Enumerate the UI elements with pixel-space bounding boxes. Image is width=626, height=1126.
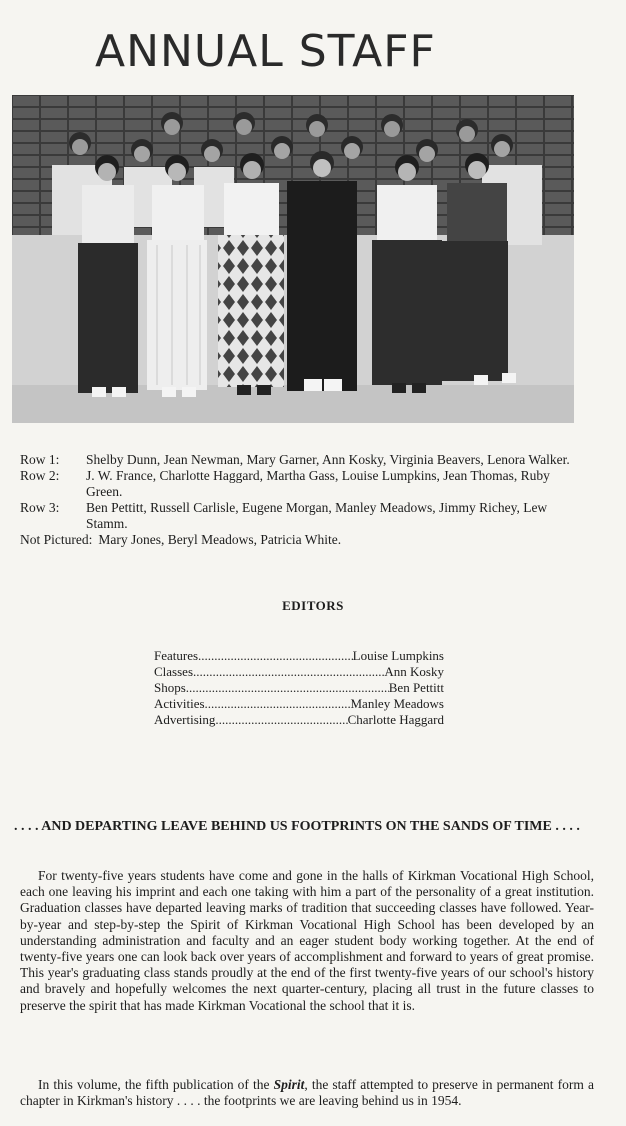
row-names: Ben Pettitt, Russell Carlisle, Eugene Morgan, Manley Meadows, Jimmy Richey, Lew Stamm. — [86, 500, 548, 531]
photo-illustration — [12, 95, 574, 423]
roster-row-3 — [20, 500, 580, 532]
page-title: ANNUAL STAFF — [95, 26, 436, 77]
editor-entry — [154, 664, 444, 680]
editor-entry — [154, 712, 444, 728]
editor-name: Ann Kosky — [384, 664, 444, 679]
editor-entry — [154, 696, 444, 712]
editor-entry — [154, 680, 444, 696]
body-paragraph-1: For twenty-five years students have come and gone in the halls of Kirkman Vocational High School, each one leaving his imprint and each one taking with him a part of the personality of a great institution. Graduation classes have departed leaving marks of tradition that succeeding classes have followed. Year-by-year and step-by-step the Spirit of Kirkman Vocational High School has been developed by an understanding administration and faculty and an eager student body working together. At the end of twenty-five years one can look back over years of accomplishment and forward to years of great promise. This year's graduating class stands proudly at the end of the first twenty-five years of our school's history and bravely and hopefully welcomes the next quarter-century, placing all trust in the future classes to preserve the spirit that has made Kirkman Vocational the school that it is. — [20, 868, 594, 1013]
leader-dots — [193, 664, 384, 680]
row-names: Shelby Dunn, Jean Newman, Mary Garner, Ann Kosky, Virginia Beavers, Lenora Walker. — [86, 452, 570, 467]
row-label: Row 2: — [20, 468, 60, 483]
roster-not-pictured — [20, 532, 580, 548]
not-pictured-label: Not Pictured: — [20, 532, 93, 547]
editor-role: Shops — [154, 680, 186, 695]
editor-name: Charlotte Haggard — [347, 712, 444, 727]
staff-roster — [20, 452, 580, 548]
editor-entry — [154, 648, 444, 664]
roster-row-2 — [20, 468, 580, 500]
leader-dots — [186, 680, 389, 696]
paragraph-text: , the staff attempted to preserve in permanent form a chapter in Kirkman's history . . . . the footprints we are leaving behind us in 1954. — [20, 1077, 594, 1109]
editor-role: Advertising — [154, 712, 216, 727]
leader-dots — [215, 712, 347, 728]
editor-name: Ben Pettitt — [388, 680, 444, 695]
row-label: Row 1: — [20, 452, 60, 467]
roster-row-1 — [20, 452, 580, 468]
leader-dots — [205, 696, 351, 712]
editor-role: Features — [154, 648, 199, 663]
editor-name: Manley Meadows — [350, 696, 444, 711]
editor-role: Activities — [154, 696, 205, 711]
row-label: Row 3: — [20, 500, 60, 515]
section-heading: . . . . AND DEPARTING LEAVE BEHIND US FOOTPRINTS ON THE SANDS OF TIME . . . . — [14, 819, 580, 834]
staff-group-photo — [12, 95, 574, 423]
publication-name: Spirit — [273, 1077, 305, 1092]
paragraph-text: In this volume, the fifth publication of the — [38, 1077, 274, 1092]
body-paragraph-2 — [20, 1077, 594, 1109]
not-pictured-names: Mary Jones, Beryl Meadows, Patricia White. — [98, 532, 342, 547]
editors-list — [154, 648, 444, 728]
leader-dots — [198, 648, 353, 664]
editors-heading: EDITORS — [282, 598, 344, 613]
editor-role: Classes — [154, 664, 193, 679]
editor-name: Louise Lumpkins — [352, 648, 444, 663]
row-names: J. W. France, Charlotte Haggard, Martha Gass, Louise Lumpkins, Jean Thomas, Ruby Green. — [86, 468, 550, 499]
